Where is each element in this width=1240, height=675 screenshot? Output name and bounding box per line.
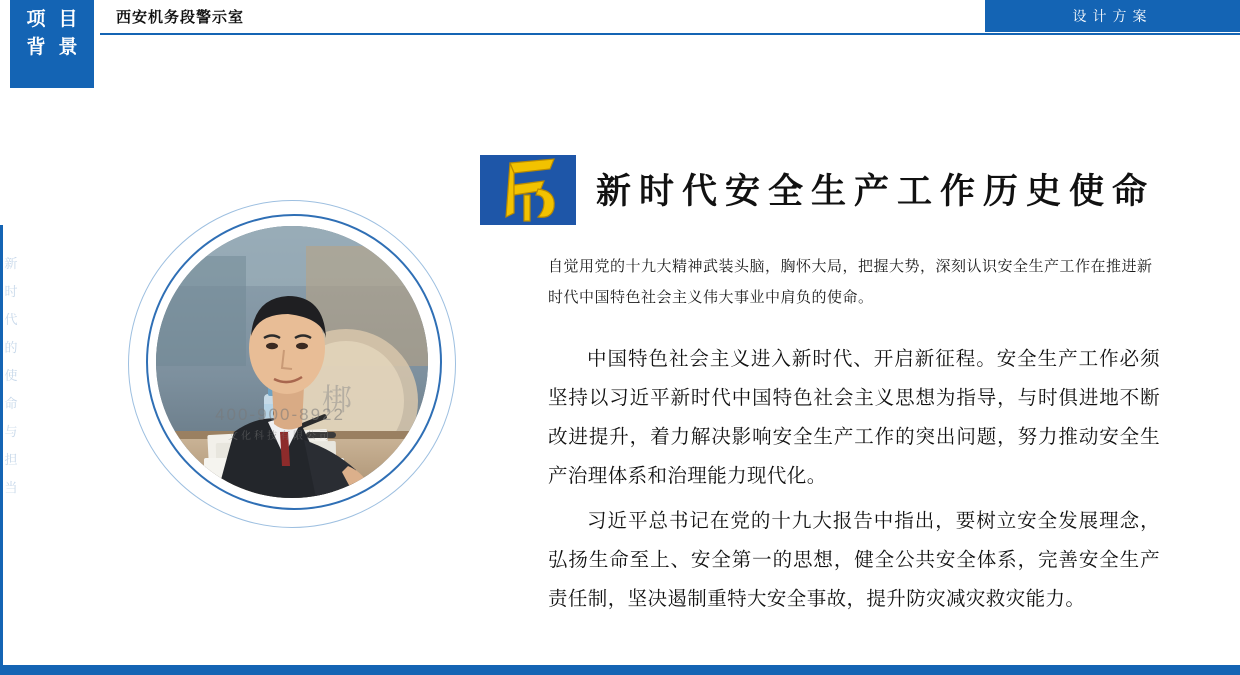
left-vertical-char-6: 命 bbox=[4, 396, 18, 411]
body-paragraph-1: 中国特色社会主义进入新时代、开启新征程。安全生产工作必须坚持以习近平新时代中国特色社会主义思想为指导，与时俱进地不断改进提升，着力解决影响安全生产工作的突出问题，努力推动安全生产治理体系和治理能力现代化。 bbox=[548, 348, 1160, 487]
section-tab-column-1 bbox=[20, 6, 52, 62]
left-vertical-char-8: 担 bbox=[4, 452, 18, 467]
watermark-logo: 梆 bbox=[322, 384, 352, 417]
left-vertical-text bbox=[2, 250, 20, 502]
left-vertical-char-1: 新 bbox=[4, 256, 18, 271]
section-tab bbox=[10, 0, 94, 88]
left-vertical-char-4: 的 bbox=[4, 340, 18, 355]
portrait-illustration bbox=[156, 226, 428, 498]
left-vertical-char-3: 代 bbox=[4, 312, 18, 327]
left-vertical-char-9: 当 bbox=[4, 480, 18, 495]
document-title: 西安机务段警示室 bbox=[116, 9, 245, 26]
watermark-phone: 400-900-8922 bbox=[215, 405, 345, 424]
watermark-company: 文化科技有限公司 bbox=[228, 431, 332, 442]
section-tab-char-3: 目 bbox=[58, 9, 78, 30]
bottom-accent-band bbox=[0, 665, 1240, 675]
header-divider bbox=[100, 33, 1240, 35]
body-copy bbox=[548, 340, 1160, 625]
left-vertical-char-7: 与 bbox=[4, 424, 18, 439]
section-tab-char-4: 景 bbox=[58, 37, 78, 58]
lead-paragraph: 自觉用党的十九大精神武装头脑，胸怀大局，把握大势，深刻认识安全生产工作在推进新时代中国特色社会主义伟大事业中肩负的使命。 bbox=[548, 259, 1153, 306]
section-tab-char-1: 项 bbox=[26, 9, 46, 30]
portrait-photo bbox=[156, 226, 428, 498]
portrait-figure bbox=[128, 200, 458, 530]
section-tab-char-2: 背 bbox=[26, 37, 46, 58]
left-vertical-char-2: 时 bbox=[4, 284, 18, 299]
left-vertical-strip bbox=[0, 225, 22, 675]
section-tab-column-2 bbox=[52, 6, 84, 62]
page-title: 新时代安全生产工作历史使命 bbox=[596, 172, 1156, 211]
header-right-label: 设计方案 bbox=[985, 0, 1240, 32]
body-paragraph-2: 习近平总书记在党的十九大报告中指出，要树立安全发展理念，弘扬生命至上、安全第一的思想，健全公共安全体系，完善安全生产责任制，坚决遏制重特大安全事故，提升防灾减灾救灾能力。 bbox=[548, 510, 1160, 610]
left-vertical-char-5: 使 bbox=[4, 368, 18, 383]
party-emblem-icon bbox=[480, 155, 576, 225]
